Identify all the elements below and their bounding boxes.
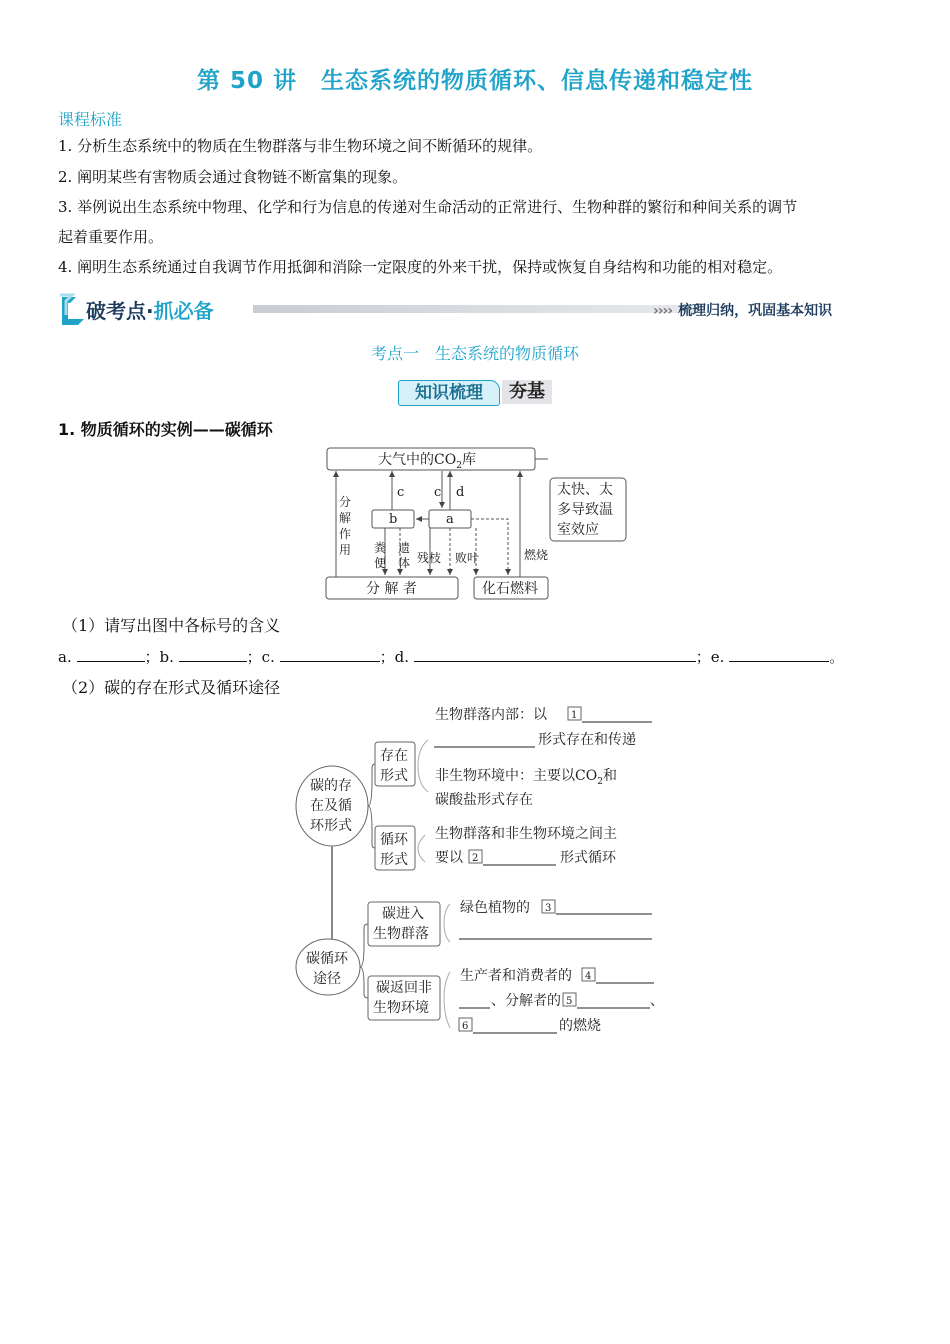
label-d: d	[456, 485, 465, 500]
decomp-action-4: 用	[339, 543, 352, 557]
standard-item-1: 1. 分析生态系统中的物质在生物群落与非生物环境之间不断循环的规律。	[58, 137, 543, 155]
page-title: 第 50 讲 生态系统的物质循环、信息传递和稳定性	[196, 68, 754, 94]
num-3: 3	[545, 903, 552, 914]
num-5: 5	[566, 996, 573, 1007]
return-b: 、分解者的	[491, 993, 561, 1009]
box-exist-2: 形式	[380, 768, 408, 784]
standard-item-3: 3. 举例说出生态系统中物理、化学和行为信息的传递对生命活动的正常进行、生物种群的繁衍和种间关系的调节	[58, 198, 798, 216]
blanks-end: 。	[829, 648, 845, 666]
circle2-line1: 碳循环	[306, 951, 348, 967]
exist-1a: 生物群落内部：以	[435, 707, 547, 723]
exist-1b: 形式存在和传递	[538, 732, 636, 748]
blank-e-label: ；e.	[695, 648, 725, 666]
section-title: 考点一 生态系统的物质循环	[370, 344, 579, 363]
standard-item-4: 4. 阐明生态系统通过自我调节作用抵御和消除一定限度的外来干扰，保持或恢复自身结构和功能的相对稳定。	[58, 258, 783, 276]
circle2-line2: 途径	[313, 971, 341, 987]
box-enter-2: 生物群落	[373, 926, 429, 942]
standards-heading: 课程标准	[58, 110, 123, 129]
remains-2: 体	[398, 556, 411, 570]
burning-label: 燃烧	[524, 548, 549, 562]
circle1-line1: 碳的存	[310, 778, 352, 794]
cycle-b: 要以	[435, 850, 463, 866]
residue-label: 残枝	[417, 551, 442, 565]
banner-title-accent: 抓必备	[153, 299, 214, 323]
blank-b-label: ；b.	[144, 648, 174, 666]
blank-c-label: ；c.	[246, 648, 275, 666]
effect-line-2: 多导致温	[557, 502, 613, 518]
decomp-action-3: 作	[339, 527, 352, 541]
remains-1: 遗	[398, 541, 411, 555]
cycle-c: 形式循环	[560, 850, 616, 866]
box-enter-1: 碳进入	[382, 906, 424, 922]
question-1: （1）请写出图中各标号的含义	[62, 616, 281, 635]
return-c: 的燃烧	[559, 1018, 601, 1034]
badge-main: 知识梳理	[398, 380, 500, 406]
enter-a: 绿色植物的	[460, 900, 530, 916]
node-a-label: a	[446, 512, 454, 527]
num-2: 2	[472, 853, 479, 864]
num-1: 1	[571, 710, 578, 721]
banner-right-text: 梳理归纳，巩固基本知识	[678, 303, 833, 319]
num-6: 6	[462, 1021, 469, 1032]
return-a: 生产者和消费者的	[460, 968, 572, 984]
feces-1: 粪	[374, 541, 387, 555]
blank-a-label: a.	[58, 648, 72, 666]
heading-text: . 物质循环的实例——碳循环	[69, 420, 273, 439]
return-comma: 、	[650, 993, 664, 1009]
exist-2c: 碳酸盐形式存在	[435, 792, 533, 808]
box-cycle-1: 循环	[380, 832, 408, 848]
standard-item-2: 2. 阐明某些有害物质会通过食物链不断富集的现象。	[58, 168, 408, 186]
decomp-action-1: 分	[339, 495, 352, 509]
decomposer-label: 分 解 者	[366, 581, 417, 597]
feces-2: 便	[374, 556, 387, 570]
effect-line-3: 室效应	[557, 522, 599, 538]
banner-arrows-icon: ››››	[653, 303, 673, 319]
badge-tail: 夯基	[502, 380, 552, 404]
box-return-1: 碳返回非	[376, 980, 432, 996]
standard-item-3-cont: 起着重要作用。	[58, 228, 164, 246]
box-cycle-2: 形式	[380, 852, 408, 868]
exist-2a: 非生物环境中：主要以$CO_2$和	[435, 768, 617, 787]
banner-title-dot: ·	[146, 299, 154, 323]
num-4: 4	[585, 971, 592, 982]
question-2: （2）碳的存在形式及循环途径	[62, 678, 281, 697]
cycle-a: 生物群落和非生物环境之间主	[435, 826, 617, 842]
label-c-2: c	[434, 485, 442, 500]
circle1-line2: 在及循	[310, 798, 352, 814]
label-c-1: c	[397, 485, 405, 500]
box-exist-1: 存在	[380, 748, 408, 764]
effect-line-1: 太快、太	[557, 482, 613, 498]
atmosphere-label: 大气中的$CO_2$库	[378, 452, 476, 471]
decomp-action-2: 解	[339, 511, 352, 525]
box-return-2: 生物环境	[373, 1000, 429, 1016]
fossil-label: 化石燃料	[482, 581, 538, 597]
node-b-label: b	[389, 512, 398, 527]
banner-title-main: 破考点	[86, 299, 146, 323]
leaves-label: 败叶	[455, 551, 480, 565]
blank-d-label: ；d.	[379, 648, 409, 666]
circle1-line3: 环形式	[310, 818, 352, 834]
heading-num: 1	[58, 420, 70, 439]
